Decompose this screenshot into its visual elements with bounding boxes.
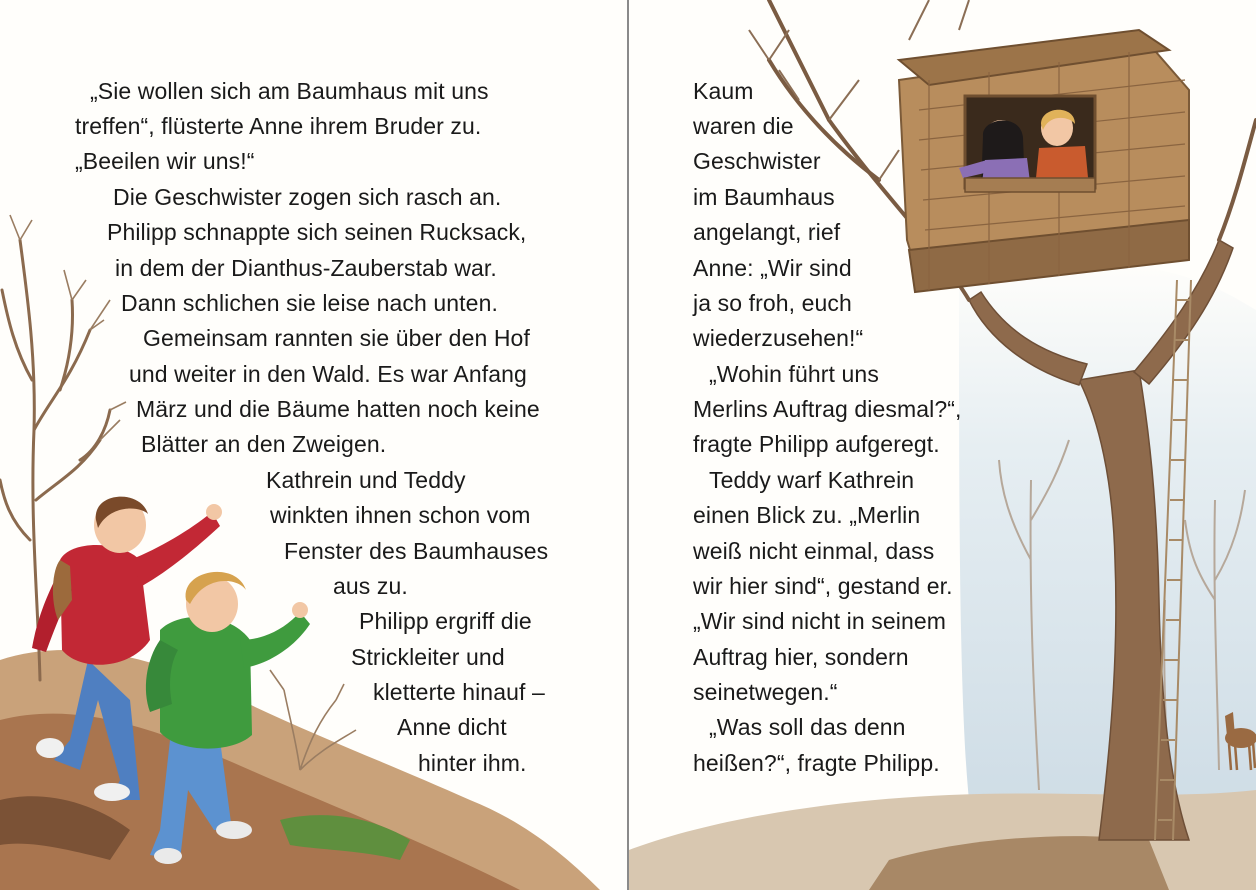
text-line: wiederzusehen!“ (693, 325, 864, 351)
text-line: Gemeinsam rannten sie über den Hof (143, 325, 530, 351)
treehouse (899, 30, 1189, 292)
text-line: Fenster des Baumhauses (284, 538, 549, 564)
text-line: Auftrag hier, sondern (693, 644, 909, 670)
text-line: fragte Philipp aufgeregt. (693, 431, 940, 457)
text-line: Anne: „Wir sind (693, 255, 852, 281)
text-line: Die Geschwister zogen sich rasch an. (113, 184, 502, 210)
text-line: März und die Bäume hatten noch keine (136, 396, 540, 422)
text-line: heißen?“, fragte Philipp. (693, 750, 940, 776)
text-line: seinetwegen.“ (693, 679, 838, 705)
text-line: waren die (693, 113, 794, 139)
text-line: „Was soll das denn (709, 714, 906, 740)
text-line: Philipp ergriff die (359, 608, 532, 634)
text-line: hinter ihm. (418, 750, 527, 776)
text-line: „Beeilen wir uns!“ (75, 148, 255, 174)
text-line: in dem der Dianthus-Zauberstab war. (115, 255, 497, 281)
left-page (0, 0, 627, 890)
text-line: Teddy warf Kathrein (709, 467, 915, 493)
text-line: einen Blick zu. „Merlin (693, 502, 921, 528)
text-line: Philipp schnappte sich seinen Rucksack, (107, 219, 527, 245)
text-line: kletterte hinauf – (373, 679, 545, 705)
text-line: aus zu. (333, 573, 408, 599)
text-line: Dann schlichen sie leise nach unten. (121, 290, 498, 316)
text-line: Strickleiter und (351, 644, 505, 670)
text-line: Anne dicht (397, 714, 507, 740)
text-line: treffen“, flüsterte Anne ihrem Bruder zu. (75, 113, 482, 139)
text-line: Merlins Auftrag diesmal?“, (693, 396, 962, 422)
text-line: im Baumhaus (693, 184, 835, 210)
text-line: ja so froh, euch (693, 290, 852, 316)
text-line: winkten ihnen schon vom (270, 502, 531, 528)
text-line: „Sie wollen sich am Baumhaus mit uns (90, 78, 489, 104)
text-line: angelangt, rief (693, 219, 841, 245)
text-line: Geschwister (693, 148, 821, 174)
text-line: „Wohin führt uns (709, 361, 879, 387)
text-line: Kaum (693, 78, 754, 104)
text-line: und weiter in den Wald. Es war Anfang (129, 361, 527, 387)
text-line: „Wir sind nicht in seinem (693, 608, 947, 634)
right-page (629, 0, 1256, 890)
text-line: wir hier sind“, gestand er. (693, 573, 953, 599)
text-line: Kathrein und Teddy (266, 467, 466, 493)
text-line: Blätter an den Zweigen. (141, 431, 387, 457)
text-line: weiß nicht einmal, dass (693, 538, 935, 564)
